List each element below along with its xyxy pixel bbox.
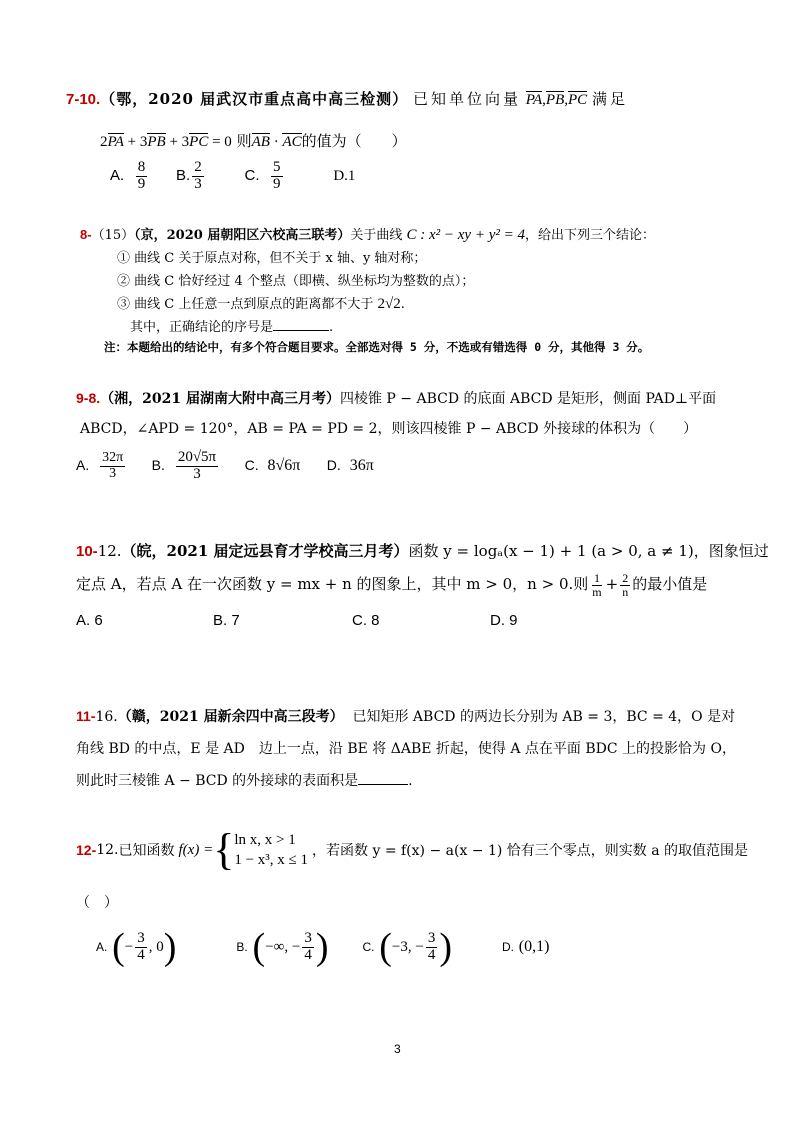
q9-option-c: C. 8√6π: [244, 457, 301, 475]
page-number: 3: [394, 1042, 401, 1056]
q11-line1: [76, 706, 735, 726]
q9-option-a: A. $\frac{32\pi}{3}$: [76, 450, 124, 481]
q7-vec-pb: PB: [545, 92, 565, 108]
q8-item1: ① 曲线 C 关于原点对称，但不关于 x 轴、y 轴对称；: [117, 251, 427, 266]
q12-cases: [234, 830, 308, 871]
q10-number-b: 12.: [97, 542, 122, 560]
q8-item3-value: 2√2: [377, 296, 401, 312]
q10-option-a: A. 6: [76, 612, 103, 629]
q10-frac2-num: 2: [622, 571, 629, 585]
q8-curve: C : x² − xy + y² = 4: [406, 227, 525, 243]
q7-line1: 7-10.（鄂，2020 届武汉市重点高中高三检测） 已知单位向量 PA,PB,PC 满足: [66, 90, 628, 108]
q7-vec-pc: PC: [568, 92, 588, 108]
q7-eq-vec-pc: PC: [189, 134, 209, 150]
q11-number-b: 16.: [95, 709, 118, 725]
q8-tag: （15）: [91, 228, 135, 243]
q7-options: [110, 160, 355, 193]
q10-frac1-num: 1: [593, 571, 600, 585]
q9-number: 9-8.: [76, 390, 101, 406]
q8-answer-blank: [273, 330, 329, 331]
q8-number: 8-: [80, 227, 92, 242]
q7-option-a: A. $\frac{8}{9}$: [110, 159, 146, 192]
q8-line1: [80, 224, 655, 244]
q11-line2: 角线 BD 的中点，E 是 AD 边上一点，沿 BE 将 ΔABE 折起，使得 A 点在平面 BDC 上的投影恰为 O，: [76, 741, 736, 757]
q7-option-d: D.1: [333, 168, 356, 185]
q7-eq-mid1: + 3: [123, 134, 148, 150]
q10-line2-end: 的最小值是: [632, 575, 708, 594]
q7-eq-rhs: = 0: [208, 134, 232, 150]
q7-line2: 2PA + 3PB + 3PC = 0 则AB · AC的值为（ ）: [100, 132, 407, 150]
q12-option-b: B. ( −∞, − $\frac{3}{4}$ ): [236, 926, 329, 968]
q7-option-c: C. $\frac{5}{9}$: [244, 159, 281, 192]
q10-line1: [76, 540, 769, 561]
q7-ask: 的值为（ ）: [301, 132, 407, 150]
q9-option-b: B. $\frac{20√5\pi}{3}$: [151, 449, 217, 482]
q7-source: （鄂，2020 届武汉市重点高中高三检测）: [100, 90, 409, 108]
q12-stem-mid: ，若函数 y = f(x) − a(x − 1) 恰有三个零点，则实数 a 的取值范围是: [312, 843, 749, 859]
q8-item3: [117, 293, 405, 313]
q12-case1: ln x, x > 1: [234, 831, 296, 848]
q7-eq-vec-pb: PB: [147, 134, 166, 150]
q7-vec-ac: AC: [282, 134, 302, 150]
q12-option-c: C. ( −3, − $\frac{3}{4}$ ): [362, 926, 452, 968]
q7-then: 则: [236, 132, 252, 150]
q7-number: 7-10.: [66, 91, 101, 108]
q11-line1-text: 已知矩形 ABCD 的两边长分别为 AB = 3，BC = 4，O 是对: [352, 709, 736, 725]
q7-stem-end: 满足: [591, 90, 628, 108]
q8-stem-end: ，给出下列三个结论：: [524, 228, 655, 243]
q8-source: （京，2020 届朝阳区六校高三联考）: [134, 228, 351, 243]
q8-item3-text: ③ 曲线 C 上任意一点到原点的距离都不大于: [117, 297, 374, 312]
q7-vec-ab: AB: [251, 134, 270, 150]
q12-number-b: 12.: [96, 842, 119, 858]
q12-options: [96, 928, 549, 966]
q12-line1: [76, 825, 749, 874]
q9-options: [76, 450, 374, 483]
q10-frac1-den: m: [592, 584, 602, 599]
q7-eq-prefix: 2: [100, 134, 108, 150]
q8-ask: [130, 316, 333, 335]
q11-line3: [76, 770, 413, 790]
q10-option-b: B. 7: [213, 612, 240, 629]
q8-item3-end: .: [400, 297, 405, 312]
q11-number: 11-: [76, 708, 96, 724]
q10-number: 10-: [76, 543, 98, 560]
q10-frac2-den: n: [622, 584, 629, 599]
q11-answer-blank: [358, 784, 408, 785]
q9-option-d: D. 36π: [326, 457, 374, 475]
q10-option-d: D. 9: [490, 612, 518, 629]
q9-line1: [76, 388, 716, 408]
q10-option-c: C. 8: [352, 612, 380, 629]
q10-line1-text: 函数 y = logₐ(x − 1) + 1 (a > 0, a ≠ 1)，图象恒过: [408, 542, 769, 560]
q12-paren: （ ）: [76, 895, 118, 911]
q11-line3-text: 则此时三棱锥 A − BCD 的外接球的表面积是: [76, 773, 359, 789]
q8-item2: ② 曲线 C 恰好经过 4 个整点（即横、纵坐标均为整数的点）；: [117, 274, 475, 289]
q12-case2: 1 − x³, x ≤ 1: [234, 852, 309, 868]
q10-line2: [76, 572, 707, 598]
q7-eq-mid2: + 3: [165, 134, 190, 150]
q8-ask-end: .: [329, 320, 334, 335]
q11-line3-end: .: [408, 773, 413, 789]
q9-source: （湘，2021 届湖南大附中高三月考）: [100, 391, 340, 407]
q7-option-b: B. $\frac{2}{3}$: [176, 159, 202, 192]
q12-option-a: A. ( − $\frac{3}{4}$ , 0 ): [96, 926, 177, 968]
q10-line2-text: 定点 A，若点 A 在一次函数 y = mx + n 的图象上，其中 m > 0，n > 0.则: [76, 575, 589, 594]
q8-ask-text: 其中，正确结论的序号是: [130, 320, 274, 335]
q12-option-d: D. (0,1): [501, 938, 550, 955]
q12-fx: f(x) =: [178, 841, 214, 858]
q12-stem: 已知函数: [118, 843, 175, 859]
q7-stem: 已知单位向量: [412, 90, 521, 108]
q9-line1-text: 四棱锥 P − ABCD 的底面 ABCD 是矩形，侧面 PAD⊥平面: [339, 391, 717, 407]
q10-source: （皖，2021 届定远县育才学校高三月考）: [121, 542, 409, 560]
q12-number: 12-: [76, 842, 97, 858]
q8-note: 注：本题给出的结论中，有多个符合题目要求。全部选对得 5 分，不选或有错选得 0 分，其他得 3 分。: [104, 340, 650, 354]
q7-eq-vec-pa: PA: [107, 134, 124, 150]
q12-brace: {: [213, 825, 235, 874]
q11-source: （赣，2021 届新余四中高三段考）: [117, 709, 344, 725]
q9-line2: ABCD，∠APD = 120°，AB = PA = PD = 2，则该四棱锥 P − ABCD 外接球的体积为（ ）: [80, 421, 698, 437]
q7-vec-pa: PA: [525, 92, 543, 108]
q10-plus: +: [605, 575, 619, 594]
q8-stem: 关于曲线: [350, 228, 403, 243]
